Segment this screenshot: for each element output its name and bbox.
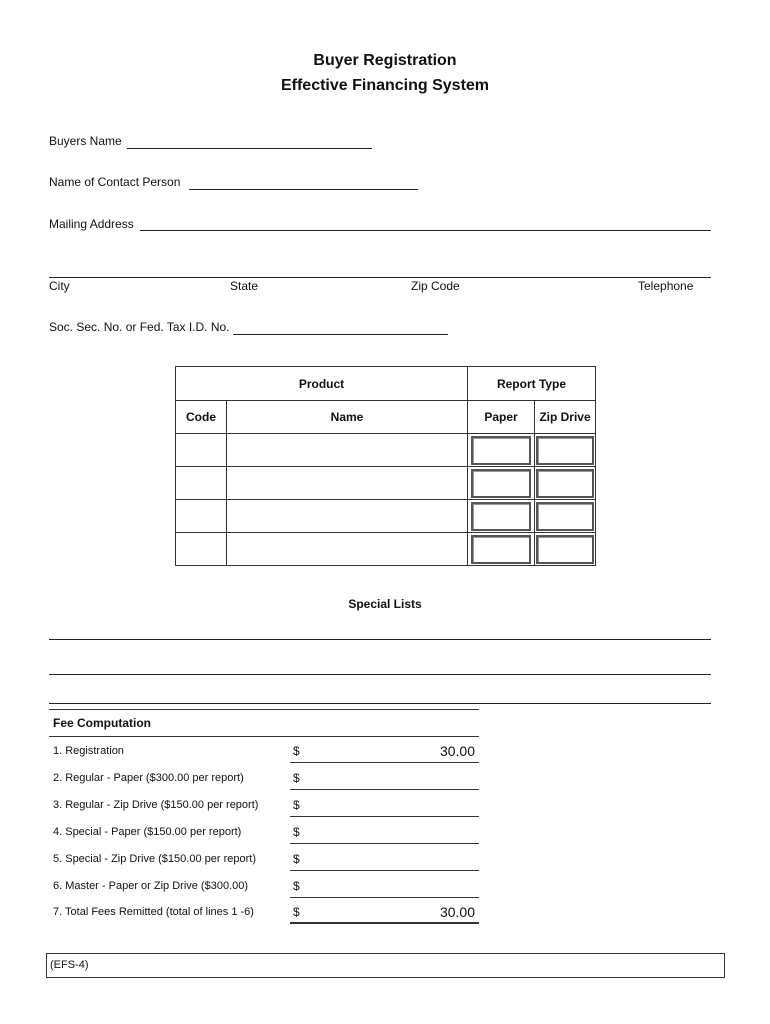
total-fee-field[interactable]: 30.00 <box>439 904 475 920</box>
code-cell[interactable] <box>176 500 227 533</box>
address-line-2-field[interactable] <box>49 277 711 278</box>
dollar-sign: $ <box>293 771 300 785</box>
table-row <box>176 467 596 500</box>
dollar-sign: $ <box>293 852 300 866</box>
special-list-line[interactable] <box>49 703 711 704</box>
special-list-line[interactable] <box>49 674 711 675</box>
dollar-sign: $ <box>293 825 300 839</box>
paper-header: Paper <box>468 401 535 434</box>
telephone-label: Telephone <box>638 279 694 293</box>
mailing-address-label: Mailing Address <box>49 217 134 231</box>
code-cell[interactable] <box>176 533 227 566</box>
fee-amount-field[interactable]: 30.00 <box>439 743 475 759</box>
contact-person-label: Name of Contact Person <box>49 175 181 189</box>
code-cell[interactable] <box>176 467 227 500</box>
fee-row <box>49 871 479 898</box>
product-header: Product <box>176 367 468 401</box>
special-lists-heading: Special Lists <box>348 597 422 611</box>
name-header: Name <box>227 401 468 434</box>
special-list-line[interactable] <box>49 639 711 640</box>
dollar-sign: $ <box>293 879 300 893</box>
ssn-field[interactable] <box>233 334 448 335</box>
fee-label: 7. Total Fees Remitted (total of lines 1 -6) <box>53 906 254 918</box>
zip-drive-checkbox[interactable] <box>536 436 594 465</box>
form-id: (EFS-4) <box>50 959 89 971</box>
dollar-sign: $ <box>293 798 300 812</box>
zip-drive-checkbox[interactable] <box>536 535 594 564</box>
zip-drive-header: Zip Drive <box>535 401 596 434</box>
name-cell[interactable] <box>227 500 468 533</box>
ssn-label: Soc. Sec. No. or Fed. Tax I.D. No. <box>49 320 230 334</box>
zip-code-label: Zip Code <box>411 279 460 293</box>
dollar-sign: $ <box>293 744 300 758</box>
fee-label: 1. Registration <box>53 745 124 757</box>
fee-label: 3. Regular - Zip Drive ($150.00 per report) <box>53 799 259 811</box>
fee-row-total <box>49 897 479 924</box>
contact-person-field[interactable] <box>189 189 418 190</box>
fee-row <box>49 763 479 790</box>
fee-row <box>49 844 479 871</box>
name-cell[interactable] <box>227 533 468 566</box>
report-type-header: Report Type <box>468 367 596 401</box>
name-cell[interactable] <box>227 467 468 500</box>
form-id-box <box>46 953 725 978</box>
fee-label: 6. Master - Paper or Zip Drive ($300.00) <box>53 880 249 892</box>
zip-drive-checkbox[interactable] <box>536 502 594 531</box>
code-cell[interactable] <box>176 434 227 467</box>
state-label: State <box>230 279 259 293</box>
mailing-address-field[interactable] <box>140 230 711 231</box>
table-row <box>176 434 596 467</box>
city-label: City <box>49 279 70 293</box>
table-row <box>176 533 596 566</box>
zip-drive-checkbox[interactable] <box>536 469 594 498</box>
fee-label: 2. Regular - Paper ($300.00 per report) <box>53 772 244 784</box>
dollar-sign: $ <box>293 905 300 919</box>
fee-label: 4. Special - Paper ($150.00 per report) <box>53 826 242 838</box>
table-row <box>176 500 596 533</box>
paper-checkbox[interactable] <box>471 469 531 498</box>
form-subtitle: Effective Financing System <box>280 77 490 94</box>
buyers-name-label: Buyers Name <box>49 134 122 148</box>
product-table <box>175 366 596 566</box>
code-header: Code <box>176 401 227 434</box>
fee-row <box>49 817 479 844</box>
paper-checkbox[interactable] <box>471 535 531 564</box>
fee-row <box>49 790 479 817</box>
buyers-name-field[interactable] <box>127 148 372 149</box>
paper-checkbox[interactable] <box>471 502 531 531</box>
fee-computation-heading: Fee Computation <box>53 716 151 730</box>
fee-top-rule <box>49 709 479 710</box>
name-cell[interactable] <box>227 434 468 467</box>
fee-row <box>49 736 479 763</box>
fee-label: 5. Special - Zip Drive ($150.00 per report) <box>53 853 256 865</box>
paper-checkbox[interactable] <box>471 436 531 465</box>
form-title: Buyer Registration <box>313 52 457 69</box>
